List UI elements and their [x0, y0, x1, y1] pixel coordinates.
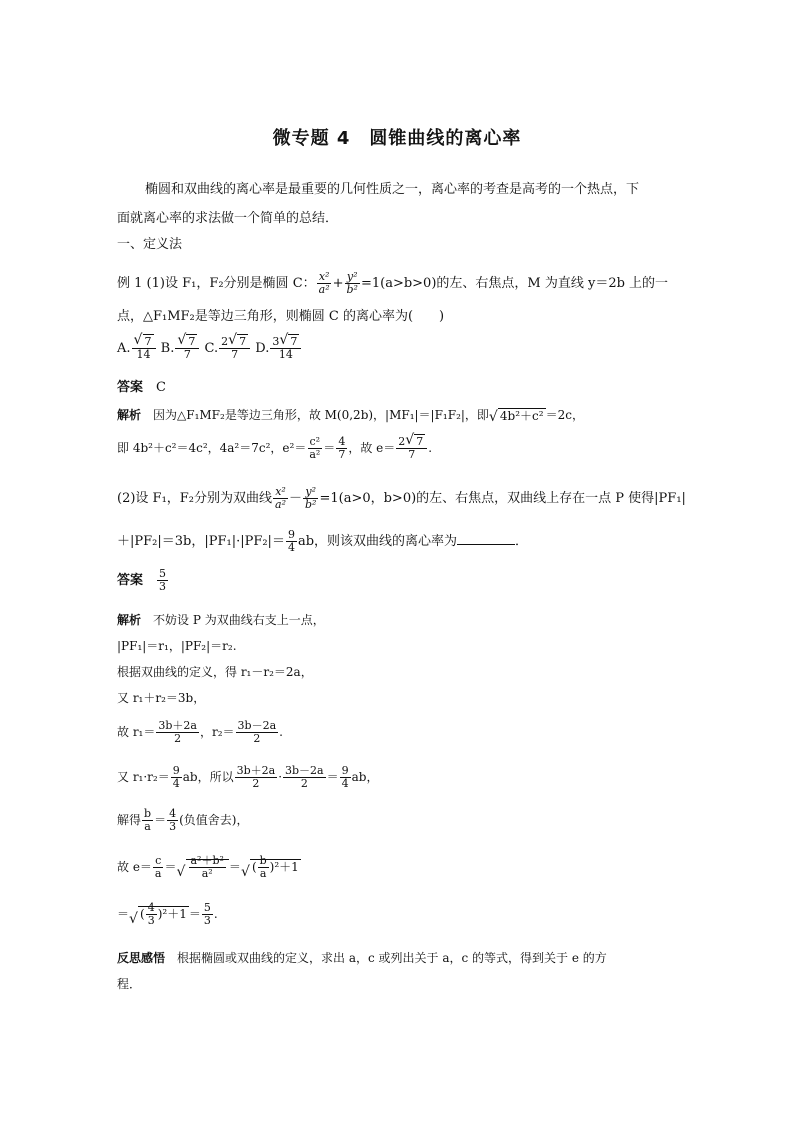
answer-2-row: 答案 $\frac{5}{3}$: [117, 567, 167, 593]
fraction-y2-b2: $\frac{\text{y²}}{\text{b²}}$: [346, 270, 358, 296]
part1-prefix: (1)设 F₁，F₂分别是椭圆 C：: [146, 276, 316, 291]
answer-blank: [457, 544, 515, 545]
analysis-2-line-7: 解得 $\frac{b}{a}$ ＝ $\frac{4}{3}$ (负值舍去)，: [117, 807, 249, 833]
answer-label: 答案: [117, 380, 144, 395]
reflection-line-2: 程．: [117, 977, 142, 991]
analysis-1-line-1: 解析 因为△F₁MF₂是等边三角形，故 M(0,2b)，|MF₁|＝|F₁F₂|，即 √ 4b²＋c² ＝2c，: [117, 408, 584, 425]
option-b: B. √ 7 7: [161, 341, 201, 356]
section-heading-definition: 一、定义法: [117, 237, 183, 252]
part1-suffix: =1(a>b>0)的左、右焦点，M 为直线 y＝2b 上的一: [360, 276, 669, 291]
fraction-x2-a2: $\frac{\text{x²}}{\text{a²}}$: [318, 270, 330, 296]
analysis-label: 解析: [117, 408, 142, 422]
analysis-2-line-6: 又 r₁·r₂＝ $\frac{9}{4}$ ab，所以 $\frac{3b+2a}{2}$ · $\frac{3b-2a}{2}$ ＝ $\frac{9}{4}$ ab，: [117, 764, 379, 790]
example-1-part-2-line-1: (2)设 F₁，F₂分别为双曲线 $\frac{\text{x²}}{\text{a²}}$ － $\frac{\text{y²}}{\text{b²}}$ =1(a>0，b>0)的左、右焦点，双曲线上存在一点 P 使得|PF₁|: [117, 485, 686, 511]
analysis-2-line-9: ＝ √ ( $\frac{4}{3}$ )²＋1 ＝ $\frac{5}{3}$ .: [117, 901, 218, 927]
example-1-part-1-line-2: 点，△F₁MF₂是等边三角形，则椭圆 C 的离心率为( ): [117, 309, 445, 324]
answer-1-value: C: [156, 380, 166, 395]
example-label: 例 1: [117, 276, 143, 291]
analysis-2-line-4: 又 r₁＋r₂＝3b，: [117, 691, 206, 705]
answer-1-row: [117, 379, 166, 397]
intro-line-1: 椭圆和双曲线的离心率是最重要的几何性质之一，离心率的考查是高考的一个热点，下: [145, 182, 640, 197]
option-d: D. 3 √ 7 14: [255, 341, 302, 356]
reflection-line-1: 反思感悟 根据椭圆或双曲线的定义，求出 a，c 或列出关于 a，c 的等式，得到关于 e 的方: [117, 951, 607, 965]
analysis-1-line-2: 即 4b²＋c²＝4c²，4a²＝7c²，e²＝ $\frac{\text{c²}}{\text{a²}}$ ＝ $\frac{4}{7}$ ，故 e＝ 2 √ 7 7 .: [117, 432, 433, 461]
analysis-2-line-5: 故 r₁＝ $\frac{3b+2a}{2}$ ，r₂＝ $\frac{3b-2a}{2}$ .: [117, 719, 283, 745]
option-a: A. √ 7 14: [117, 341, 157, 356]
analysis-2-line-3: 根据双曲线的定义，得 r₁－r₂＝2a，: [117, 665, 313, 679]
answer-2-value: $\frac{5}{3}$: [159, 567, 167, 593]
analysis-2-line-8: 故 e＝ $\frac{c}{a}$ ＝ √ $\frac{\text{a²＋b²}}{\text{a²}}$ ＝ √ ( $\frac{b}{a}$ )²＋1: [117, 854, 299, 880]
options-row: [117, 332, 302, 361]
intro-line-2: 面就离心率的求法做一个简单的总结．: [117, 211, 339, 226]
page-title: 微专题 4 圆锥曲线的离心率: [272, 128, 522, 149]
analysis-2-line-2: |PF₁|＝r₁，|PF₂|＝r₂.: [117, 639, 237, 653]
example-1-part-2-line-2: ＋|PF₂|＝3b，|PF₁|·|PF₂|＝ $\frac{9}{4}$ ab，则该双曲线的离心率为 ．: [117, 528, 529, 554]
option-c: C. 2 √ 7 7: [205, 341, 252, 356]
analysis-2-line-1: 解析 不妨设 P 为双曲线右支上一点，: [117, 613, 325, 627]
example-1-part-1-line-1: 例 1 (1)设 F₁，F₂分别是椭圆 C： $\frac{\text{x²}}{\text{a²}}$ + $\frac{\text{y²}}{\text{b²}}$ =1(a>b>0)的左、右焦点，M 为直线 y＝2b 上的一: [117, 270, 669, 296]
